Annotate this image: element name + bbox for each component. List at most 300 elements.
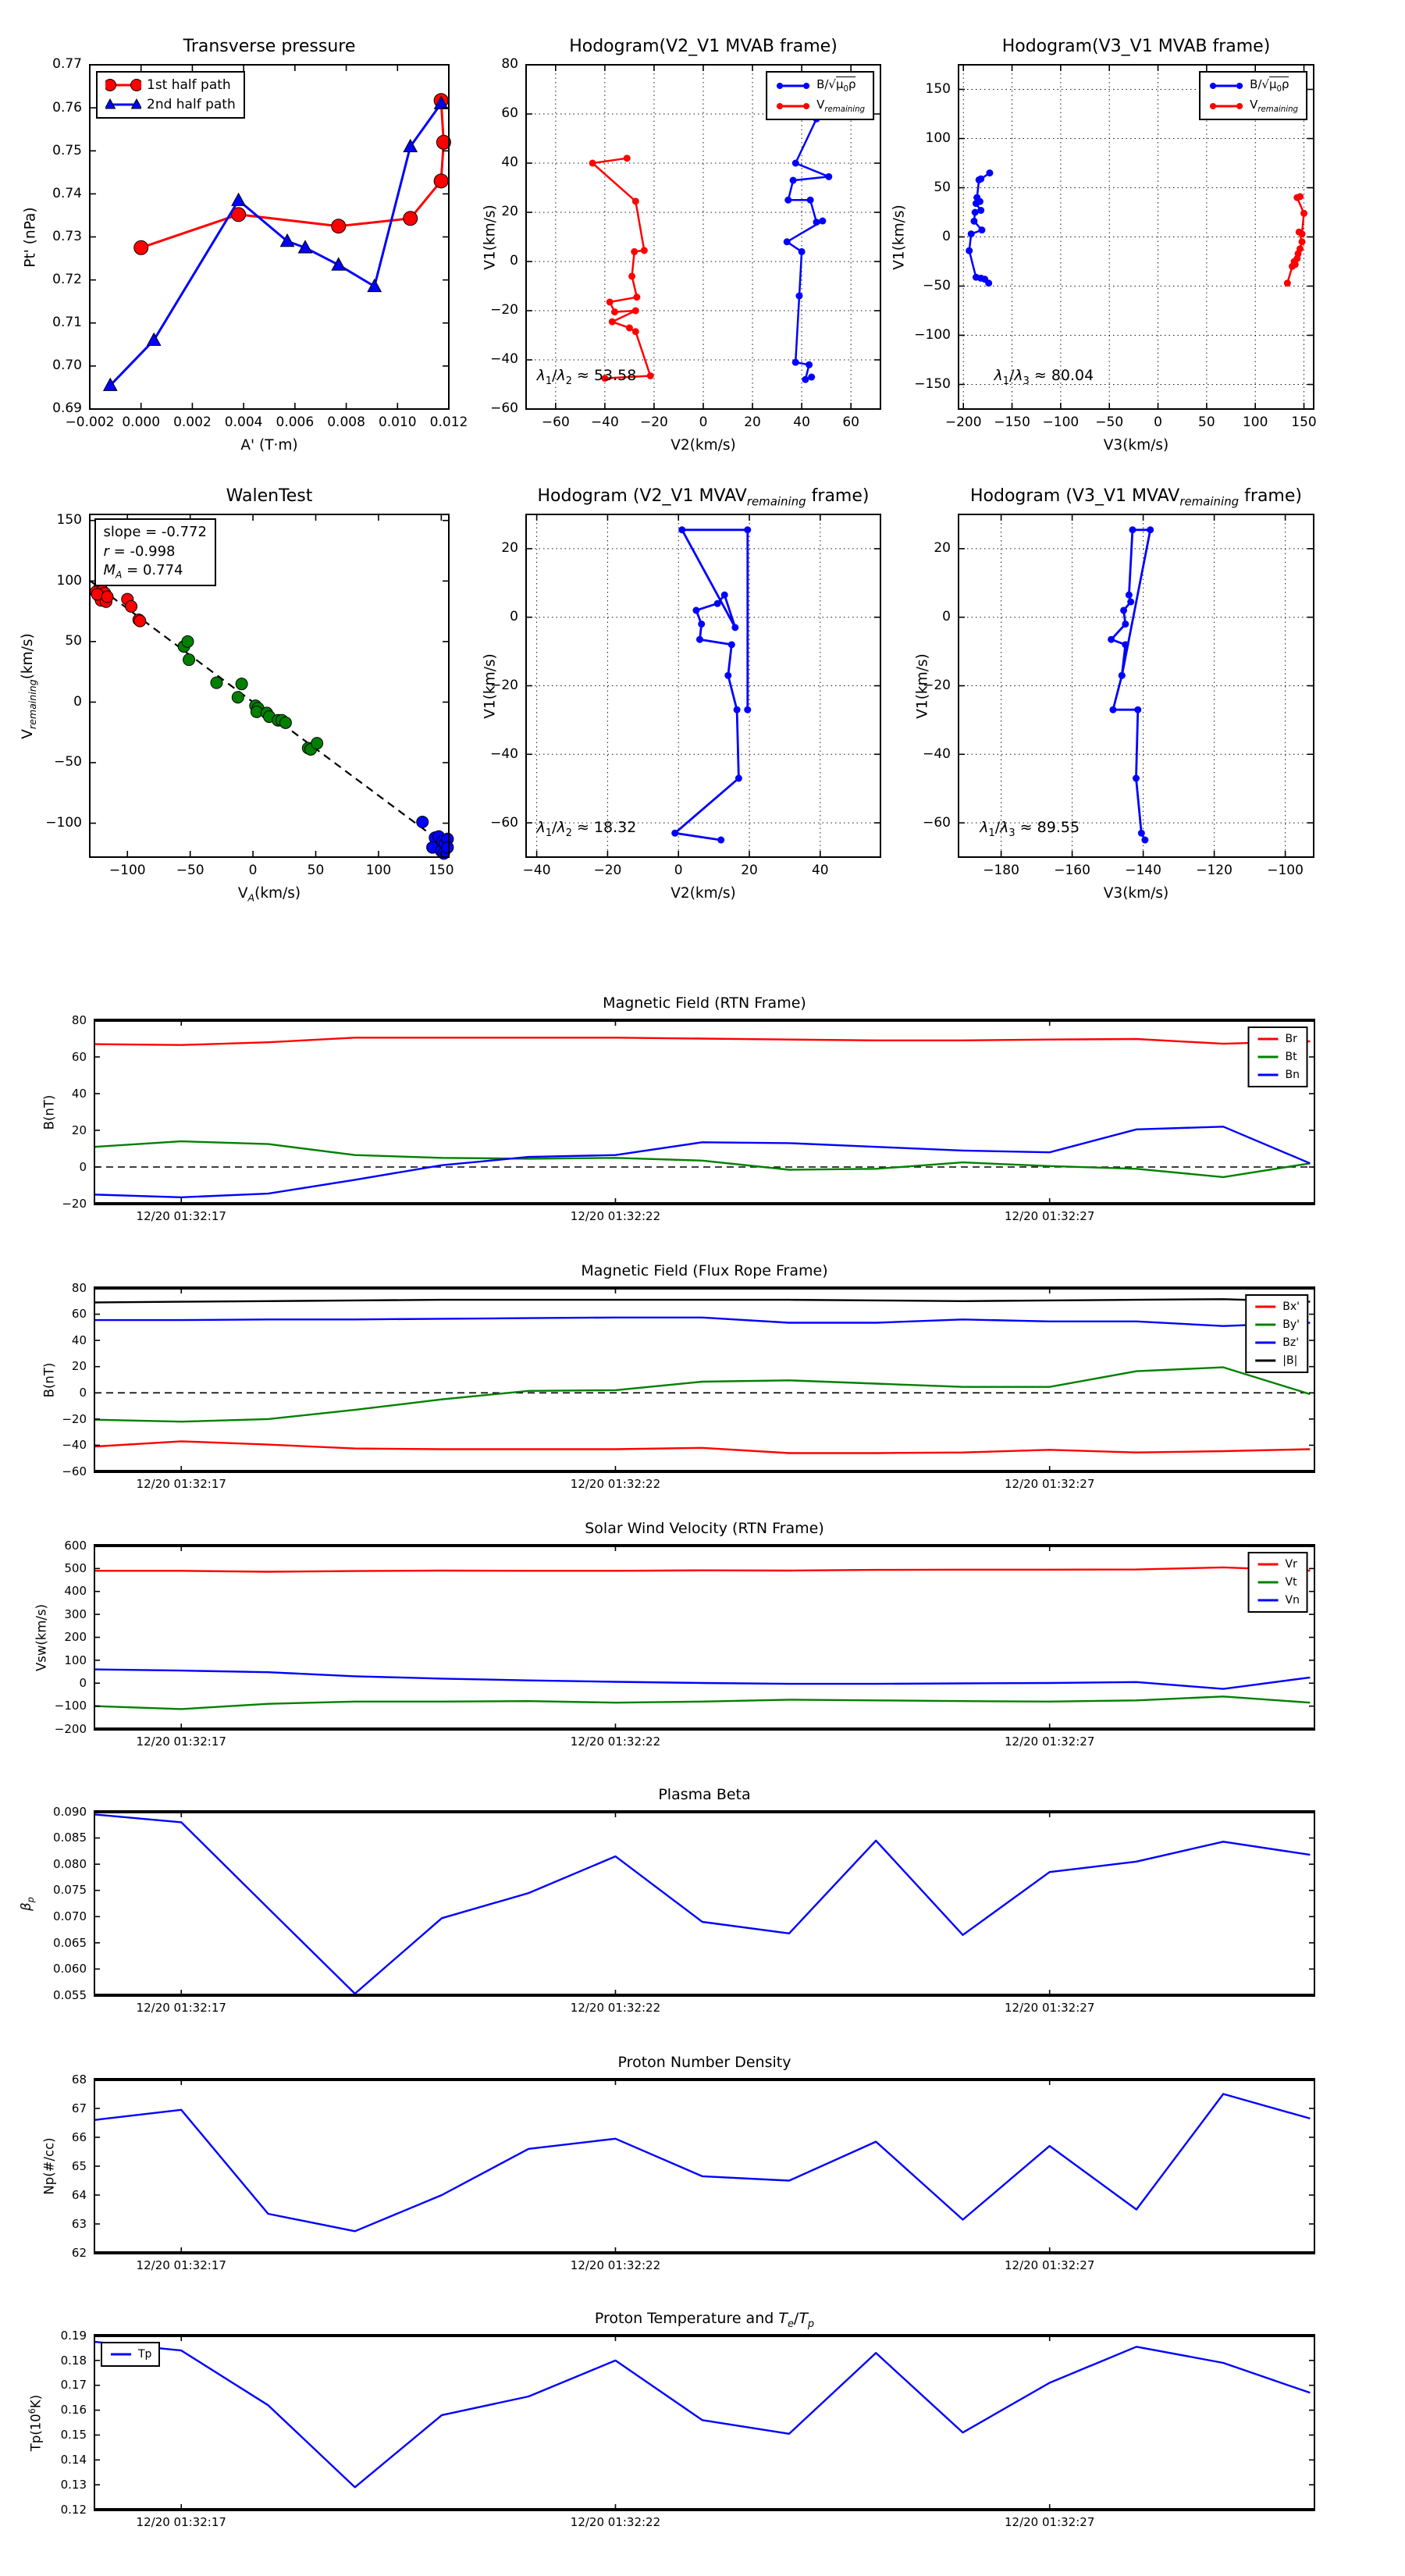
x-tick-label: 12/20 01:32:17 [136, 2515, 226, 2529]
legend-magnetic-field-fluxrope [1245, 1294, 1308, 1373]
marker-dot [986, 169, 993, 176]
y-tick-label: 40 [71, 1086, 87, 1101]
y-tick-label: −20 [923, 677, 951, 693]
x-tick-label: 12/20 01:32:22 [570, 2001, 661, 2015]
legend-label: 1st half path [147, 77, 231, 93]
marker-circle [182, 635, 194, 647]
legend-item [1254, 1317, 1300, 1332]
x-tick-label: 12/20 01:32:27 [1005, 2258, 1095, 2272]
y-tick-label: 0.065 [53, 1935, 87, 1950]
y-tick-label: −20 [490, 677, 518, 693]
legend-hodogram-v2v1-mvab [766, 71, 874, 120]
y-tick-label: 64 [71, 2187, 87, 2202]
chart-svg-hodogram-v3v1-mvav [959, 514, 1314, 857]
marker-dot [626, 325, 633, 332]
x-tick-label: −20 [639, 415, 668, 430]
x-tick-label: −100 [1042, 415, 1080, 430]
legend-sample-icon [775, 98, 811, 114]
y-tick-label: 0 [510, 609, 518, 625]
marker-dot [784, 197, 791, 204]
y-axis-label: B(nT) [41, 1094, 57, 1130]
y-axis-label: B(nT) [41, 1362, 57, 1397]
x-axis-label: V3(km/s) [1103, 885, 1169, 902]
y-tick-label: 200 [64, 1630, 87, 1645]
marker-dot [647, 372, 654, 379]
legend-item [1257, 1574, 1300, 1590]
panel-plasma-beta-title: Plasma Beta [658, 1786, 751, 1803]
y-tick-label: −50 [923, 277, 951, 294]
x-tick-label: −120 [1196, 863, 1232, 878]
x-axis-label: V2(km/s) [670, 437, 736, 454]
x-tick-label: 60 [842, 415, 859, 430]
legend-item [1257, 1067, 1300, 1083]
axes-spines [94, 2080, 1314, 2253]
chart-svg-plasma-beta [94, 1812, 1314, 1995]
marker-dot [611, 308, 618, 315]
y-tick-label: −40 [62, 1438, 87, 1453]
y-tick-label: 0.76 [52, 99, 82, 116]
x-axis-label: V3(km/s) [1103, 437, 1169, 454]
marker-dot [972, 209, 979, 216]
y-axis-label: Pt' (nPa) [22, 206, 39, 268]
y-tick-label: 0.14 [60, 2452, 87, 2467]
x-tick-label: −60 [541, 415, 570, 430]
marker-dot [1147, 526, 1154, 533]
x-tick-label: 12/20 01:32:27 [1005, 2001, 1095, 2015]
x-tick-label: 50 [1198, 415, 1215, 430]
legend-sample-icon [1257, 1557, 1280, 1572]
legend-sample-icon [1257, 1592, 1280, 1608]
x-tick-label: 0.012 [429, 415, 468, 430]
series-line-Vt [94, 1696, 1310, 1709]
y-tick-label: 0.72 [52, 272, 82, 288]
marker-circle [404, 212, 418, 226]
y-tick-label: 20 [934, 540, 951, 557]
axes-spines [94, 2336, 1314, 2510]
y-tick-label: 20 [71, 1123, 87, 1137]
y-tick-label: 0.070 [53, 1909, 87, 1923]
x-axis-label: $V_A(km/s)$ [237, 885, 301, 904]
legend-label: By' [1282, 1318, 1300, 1331]
y-tick-label: 20 [71, 1359, 87, 1374]
panel-plasma-beta [94, 1812, 1314, 1995]
x-tick-label: −100 [1267, 863, 1304, 878]
x-tick-label: −160 [1054, 863, 1090, 878]
axes-spines [94, 1812, 1314, 1995]
marker-triangle [232, 194, 245, 206]
x-tick-label: 12/20 01:32:22 [570, 1477, 661, 1491]
marker-dot [628, 272, 635, 279]
x-tick-label: 12/20 01:32:22 [570, 2515, 661, 2529]
legend-sample-icon [775, 78, 811, 94]
marker-dot [976, 176, 983, 183]
y-tick-label: 0.74 [52, 185, 82, 201]
marker-dot [717, 837, 724, 844]
marker-dot [609, 318, 616, 326]
marker-dot [970, 218, 977, 225]
y-tick-label: 600 [64, 1538, 87, 1553]
legend-label: Bn [1285, 1069, 1300, 1081]
x-tick-label: −40 [590, 415, 619, 430]
legend-sample-icon [1254, 1317, 1277, 1332]
x-tick-label: 100 [365, 863, 392, 878]
marker-dot [1296, 229, 1303, 236]
y-tick-label: 100 [64, 1653, 87, 1667]
legend-item [109, 2347, 151, 2362]
marker-dot [1300, 210, 1307, 217]
marker-triangle [368, 279, 381, 292]
x-tick-label: 12/20 01:32:27 [1005, 1209, 1095, 1223]
y-tick-label: 80 [71, 1280, 87, 1295]
y-tick-label: 0.060 [53, 1962, 87, 1976]
marker-circle [134, 615, 146, 627]
legend-item [1257, 1592, 1300, 1608]
annotation: $\lambda_1/\lambda_3 \approx 89.55$ [980, 818, 1080, 839]
y-tick-label: −60 [490, 400, 518, 417]
marker-dot [1134, 706, 1141, 713]
y-tick-label: 100 [56, 572, 82, 589]
chart-svg-solar-wind-velocity [94, 1546, 1314, 1729]
y-tick-label: −100 [45, 815, 82, 831]
marker-dot [973, 200, 980, 207]
legend-transverse-pressure [96, 71, 245, 119]
marker-dot [790, 177, 797, 184]
y-axis-label: $\beta_p$ [18, 1896, 37, 1911]
marker-circle [101, 591, 113, 603]
marker-dot [1141, 837, 1148, 844]
legend-item [1257, 1049, 1300, 1065]
x-tick-label: 12/20 01:32:22 [570, 1209, 661, 1223]
legend-label: Tp [138, 2348, 152, 2361]
series-line-Np [94, 2094, 1310, 2232]
marker-dot [807, 197, 814, 204]
legend-sample-icon [1257, 1049, 1280, 1065]
y-axis-label: $V_{remaining}(km/s)$ [20, 632, 38, 739]
y-tick-label: 150 [925, 80, 951, 97]
marker-dot [724, 672, 731, 679]
series-line-By-prime [94, 1368, 1310, 1422]
x-tick-label: 12/20 01:32:22 [570, 1735, 661, 1749]
legend-item [1257, 1557, 1300, 1572]
y-tick-label: 0.18 [60, 2353, 87, 2368]
legend-proton-temperature [101, 2342, 160, 2367]
marker-dot [589, 160, 596, 167]
y-tick-label: 0.75 [52, 142, 82, 158]
y-tick-label: 68 [71, 2072, 87, 2087]
marker-dot [671, 830, 678, 837]
x-tick-label: 12/20 01:32:17 [136, 1477, 226, 1491]
x-tick-label: −0.002 [65, 415, 115, 430]
legend-label: Vr [1285, 1558, 1297, 1571]
y-tick-label: −40 [923, 745, 951, 762]
legend-label: $B/√\mu_0\rho$ [1250, 77, 1289, 94]
panel-hodogram-v3v1-mvab-title: Hodogram(V3_V1 MVAB frame) [1001, 37, 1271, 56]
marker-dot [641, 247, 648, 254]
legend-label: Br [1285, 1033, 1297, 1045]
x-tick-label: −40 [522, 863, 551, 878]
x-tick-label: −50 [176, 863, 205, 878]
y-axis-label: $Tp(10^6K)$ [27, 2394, 44, 2451]
x-tick-label: 40 [811, 863, 829, 878]
y-tick-label: 40 [501, 155, 518, 171]
legend-item [1208, 98, 1298, 114]
x-tick-label: 0 [674, 863, 683, 878]
marker-dot [1289, 263, 1296, 270]
y-tick-label: −20 [62, 1196, 87, 1211]
y-tick-label: 0.075 [53, 1883, 87, 1898]
panel-walen-test-title: WalenTest [226, 486, 313, 506]
marker-dot [1299, 238, 1306, 245]
series-line-V-remaining [675, 530, 748, 840]
chart-svg-proton-temperature [94, 2336, 1314, 2510]
y-tick-label: 80 [71, 1012, 87, 1027]
series-line-Bn [94, 1126, 1310, 1197]
y-tick-label: 20 [501, 204, 518, 220]
legend-label: Vt [1285, 1576, 1297, 1589]
series-line-2nd half path [110, 104, 441, 386]
y-tick-label: 500 [64, 1561, 87, 1576]
series-line-beta-p [94, 1814, 1310, 1994]
series-line-Bx-prime [94, 1441, 1310, 1453]
annotation: $\lambda_1/\lambda_3 \approx 80.04$ [994, 366, 1094, 387]
marker-dot [606, 298, 614, 305]
x-tick-label: 12/20 01:32:22 [570, 2258, 661, 2272]
marker-circle [134, 240, 148, 254]
x-tick-label: 0.006 [276, 415, 315, 430]
marker-triangle [332, 258, 345, 270]
legend-sample-icon [1254, 1353, 1277, 1368]
axes-spines [94, 1288, 1314, 1471]
x-tick-label: 0.004 [224, 415, 263, 430]
legend-item [105, 77, 236, 93]
marker-circle [332, 219, 346, 233]
marker-dot [978, 226, 985, 233]
marker-circle [236, 678, 247, 690]
marker-dot [792, 160, 799, 167]
marker-dot [985, 279, 992, 286]
y-tick-label: −100 [54, 1699, 87, 1713]
panel-hodogram-v2v1-mvab-title: Hodogram(V2_V1 MVAB frame) [569, 37, 838, 56]
x-tick-label: 20 [744, 415, 761, 430]
y-tick-label: 0.19 [60, 2328, 87, 2343]
marker-dot [1119, 672, 1126, 679]
chart-svg-hodogram-v2v1-mvav [526, 514, 880, 857]
marker-dot [734, 706, 741, 713]
y-tick-label: 0 [79, 1675, 87, 1690]
panel-hodogram-v2v1-mvav-title: Hodogram (V2_V1 $MVAV_{remaining}$ frame) [537, 486, 870, 509]
y-tick-label: 0.12 [60, 2502, 87, 2517]
series-line-V-remaining [1112, 530, 1151, 840]
y-tick-label: −20 [490, 302, 518, 318]
y-tick-label: 0.13 [60, 2477, 87, 2492]
y-tick-label: 0.090 [53, 1804, 87, 1819]
panel-proton-number-density [94, 2080, 1314, 2253]
marker-dot [633, 294, 640, 301]
series-line-Br [94, 1037, 1310, 1044]
x-tick-label: −50 [1095, 415, 1124, 430]
y-tick-label: 67 [71, 2101, 87, 2115]
y-tick-label: 0 [79, 1159, 87, 1174]
legend-sample-icon [1254, 1335, 1277, 1350]
marker-circle [442, 841, 454, 853]
y-tick-label: 0.71 [52, 315, 82, 331]
legend-item [775, 98, 865, 114]
x-tick-label: −20 [593, 863, 622, 878]
y-tick-label: 63 [71, 2216, 87, 2231]
y-axis-label: V1(km/s) [482, 204, 499, 270]
panel-magnetic-field-fluxrope-title: Magnetic Field (Flux Rope Frame) [581, 1262, 828, 1279]
marker-circle [211, 677, 222, 688]
x-tick-label: 150 [429, 863, 454, 878]
legend-label: Bx' [1282, 1300, 1300, 1313]
y-tick-label: 0 [942, 228, 951, 244]
marker-dot [802, 376, 809, 383]
x-tick-label: 12/20 01:32:27 [1005, 1735, 1095, 1749]
legend-item [1254, 1353, 1300, 1368]
y-tick-label: 0 [942, 609, 951, 625]
marker-dot [825, 173, 832, 180]
panel-magnetic-field-rtn [94, 1020, 1314, 1204]
marker-dot [808, 374, 815, 381]
y-tick-label: 0 [79, 1385, 87, 1400]
y-tick-label: 0.17 [60, 2378, 87, 2393]
y-tick-label: 40 [71, 1332, 87, 1347]
marker-dot [735, 775, 742, 782]
marker-dot [813, 219, 820, 226]
y-tick-label: 0 [510, 253, 518, 269]
legend-item [1208, 77, 1298, 94]
panel-hodogram-v3v1-mvav [959, 514, 1314, 857]
series-line-Bz-prime [94, 1318, 1310, 1326]
legend-sample-icon [105, 77, 141, 93]
y-tick-label: 60 [71, 1049, 87, 1064]
legend-sample-icon [1257, 1067, 1280, 1083]
marker-circle [279, 717, 291, 728]
marker-dot [624, 155, 631, 162]
x-tick-label: −200 [944, 415, 982, 430]
x-tick-label: 12/20 01:32:27 [1005, 2515, 1095, 2529]
y-tick-label: −200 [54, 1721, 87, 1736]
panel-hodogram-v3v1-mvav-title: Hodogram (V3_V1 $MVAV_{remaining}$ frame) [969, 486, 1302, 509]
x-axis-label: V2(km/s) [670, 885, 736, 902]
marker-dot [728, 641, 735, 648]
x-tick-label: 0.002 [173, 415, 212, 430]
x-tick-label: 150 [1291, 415, 1317, 430]
y-tick-label: 50 [934, 179, 951, 195]
y-axis-label: V1(km/s) [482, 653, 499, 719]
y-tick-label: 0.055 [53, 1987, 87, 2002]
marker-dot [678, 526, 685, 533]
marker-dot [806, 361, 813, 368]
panel-solar-wind-velocity-title: Solar Wind Velocity (RTN Frame) [585, 1520, 824, 1537]
legend-sample-icon [109, 2347, 133, 2362]
legend-label: Vn [1285, 1594, 1300, 1606]
legend-item [1257, 1031, 1300, 1047]
y-tick-label: 300 [64, 1606, 87, 1621]
x-tick-label: 0 [1154, 415, 1162, 430]
y-tick-label: 66 [71, 2129, 87, 2144]
legend-label: $V_{remaining}$ [1250, 98, 1298, 114]
y-tick-label: 60 [71, 1307, 87, 1322]
marker-dot [698, 621, 705, 628]
legend-item [1254, 1299, 1300, 1315]
y-tick-label: 100 [925, 130, 951, 146]
y-tick-label: 65 [71, 2158, 87, 2173]
marker-dot [1293, 194, 1300, 201]
y-tick-label: 400 [64, 1584, 87, 1599]
axes-spines [959, 514, 1314, 857]
marker-dot [714, 600, 721, 607]
marker-dot [792, 359, 799, 366]
series-line-B-magnitude [94, 1299, 1310, 1302]
legend-label: 2nd half path [147, 97, 236, 112]
x-tick-label: 0 [248, 863, 258, 878]
marker-dot [632, 308, 639, 315]
x-tick-label: −140 [1125, 863, 1161, 878]
chart-svg-magnetic-field-fluxrope [94, 1288, 1314, 1471]
panel-magnetic-field-rtn-title: Magnetic Field (RTN Frame) [603, 994, 806, 1012]
x-tick-label: −100 [108, 863, 146, 878]
legend-label: Bt [1285, 1051, 1297, 1063]
y-tick-label: −50 [54, 754, 82, 770]
y-tick-label: 80 [501, 56, 518, 73]
marker-dot [966, 247, 973, 254]
y-axis-label: V1(km/s) [914, 653, 931, 719]
marker-dot [1122, 641, 1129, 648]
panel-proton-temperature [94, 2336, 1314, 2510]
x-tick-label: 0.010 [378, 415, 417, 430]
y-tick-label: −150 [914, 375, 951, 392]
y-axis-label: Np(#/cc) [41, 2137, 57, 2195]
marker-circle [311, 738, 323, 749]
y-tick-label: −40 [490, 745, 518, 762]
y-tick-label: 62 [71, 2245, 87, 2260]
x-tick-label: 50 [307, 863, 325, 878]
marker-dot [1129, 526, 1136, 533]
y-axis-label: Vsw(km/s) [34, 1603, 49, 1671]
marker-dot [731, 624, 738, 631]
y-axis-label: V1(km/s) [891, 204, 908, 270]
marker-dot [721, 592, 728, 599]
y-tick-label: 60 [501, 105, 518, 122]
legend-item [1254, 1335, 1300, 1350]
series-line-Vn [94, 1670, 1310, 1689]
series-line-Vr [94, 1567, 1310, 1572]
panel-magnetic-field-fluxrope [94, 1288, 1314, 1471]
annotation: slope = -0.772 r = -0.998 $M_A = 0.774$ [94, 518, 216, 586]
marker-dot [1122, 621, 1129, 628]
marker-dot [631, 248, 638, 255]
x-tick-label: 0.000 [122, 415, 161, 430]
marker-dot [1127, 598, 1134, 605]
y-tick-label: 0 [73, 693, 82, 710]
y-tick-label: −40 [490, 351, 518, 368]
x-tick-label: 20 [741, 863, 758, 878]
y-tick-label: 0.70 [52, 358, 82, 374]
panel-proton-number-density-title: Proton Number Density [617, 2054, 791, 2071]
marker-dot [692, 607, 699, 614]
series-line-Bt [94, 1141, 1310, 1177]
x-tick-label: −150 [994, 415, 1030, 430]
marker-circle [126, 600, 137, 612]
marker-dot [799, 248, 806, 255]
series-line-B-over-sqrt-mu0rho [787, 119, 829, 379]
legend-sample-icon [1257, 1574, 1280, 1590]
series-line-Tp [94, 2342, 1310, 2487]
panel-transverse-pressure-title: Transverse pressure [183, 37, 356, 56]
legend-label: Bz' [1282, 1336, 1300, 1349]
legend-sample-icon [105, 97, 141, 112]
